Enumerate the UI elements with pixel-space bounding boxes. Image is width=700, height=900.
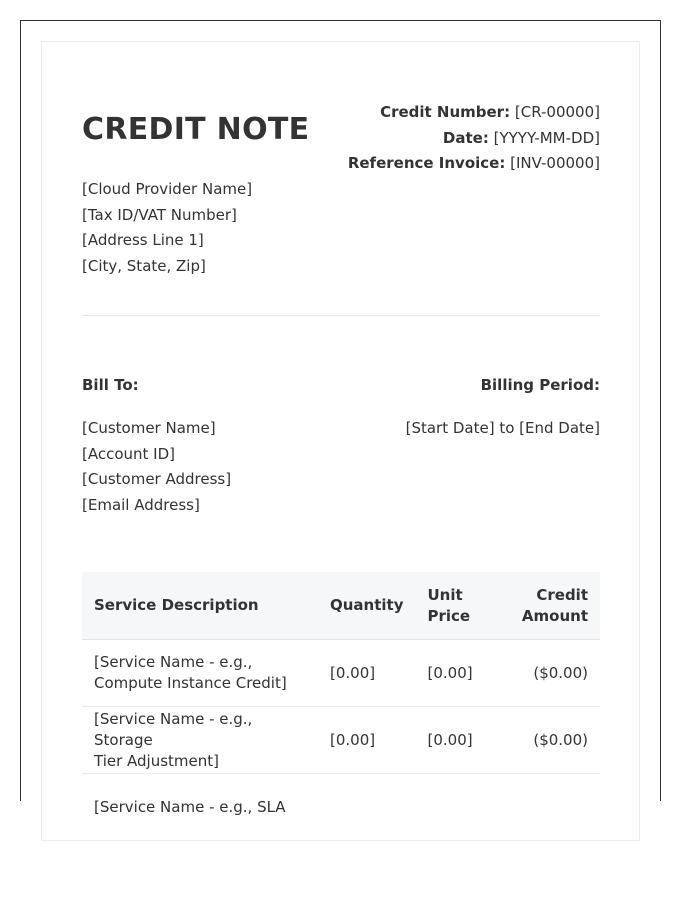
row-credit-amount: ($0.00) [504, 707, 601, 774]
row-credit-amount: ($0.00) [504, 640, 601, 707]
row-description-line1: [Service Name - e.g., Storage [94, 709, 253, 749]
row-quantity [318, 774, 416, 841]
credit-note-document [41, 41, 640, 841]
row-unit-price: [0.00] [416, 707, 504, 774]
bill-to-label: Bill To: [82, 376, 139, 394]
reference-invoice-label: Reference Invoice: [347, 154, 506, 172]
credit-number-value: [CR-00000] [514, 103, 600, 121]
credit-number-line [348, 100, 600, 126]
document-title: CREDIT NOTE [82, 112, 310, 147]
header-quantity: Quantity [318, 572, 416, 640]
header-credit-amount-line1: Credit [536, 585, 588, 604]
header-credit-amount-line2: Amount [521, 606, 588, 625]
row-description [82, 640, 318, 707]
row-description [82, 774, 318, 841]
section-divider [82, 315, 600, 316]
row-description-line1: [Service Name - e.g., [94, 653, 253, 671]
table-row [82, 707, 600, 774]
credit-number-label: Credit Number: [380, 103, 511, 121]
customer-name: [Customer Name] [82, 419, 216, 437]
row-description-line1: [Service Name - e.g., SLA [94, 797, 286, 816]
provider-tax-id: [Tax ID/VAT Number] [82, 205, 237, 224]
date-label: Date: [442, 128, 489, 147]
credit-meta [348, 100, 600, 177]
customer-address: [Customer Address] [82, 470, 232, 488]
row-unit-price [416, 774, 504, 841]
reference-invoice-value: [INV-00000] [510, 154, 600, 172]
row-unit-price: [0.00] [416, 640, 504, 707]
header-service-description: Service Description [82, 572, 318, 640]
page-viewport [20, 20, 661, 816]
table-row [82, 640, 600, 707]
customer-email: [Email Address] [82, 495, 200, 514]
row-quantity: [0.00] [318, 707, 416, 774]
billing-period-value: [Start Date] to [End Date] [405, 419, 600, 437]
table-row [82, 774, 600, 841]
row-credit-amount [504, 774, 601, 841]
header-unit-price-line1: Unit [427, 585, 463, 604]
reference-invoice-line [348, 151, 600, 177]
row-quantity: [0.00] [318, 640, 416, 707]
date-value: [YYYY-MM-DD] [493, 128, 600, 147]
date-line [348, 126, 600, 152]
account-id: [Account ID] [82, 444, 176, 463]
bill-to-details [82, 416, 231, 518]
provider-details [82, 177, 252, 279]
credit-items-table [82, 572, 600, 841]
header-credit-amount [504, 572, 601, 640]
row-description [82, 707, 318, 774]
row-description-line2: Tier Adjustment] [94, 751, 220, 770]
provider-address: [Address Line 1] [82, 231, 204, 249]
header-unit-price-line2: Price [427, 606, 471, 625]
row-description-line2: Compute Instance Credit] [94, 674, 287, 692]
header-unit-price [416, 572, 504, 640]
billing-period-label: Billing Period: [480, 376, 600, 394]
table-header-row [82, 572, 600, 640]
provider-city: [City, State, Zip] [82, 256, 206, 275]
provider-name: [Cloud Provider Name] [82, 180, 253, 198]
